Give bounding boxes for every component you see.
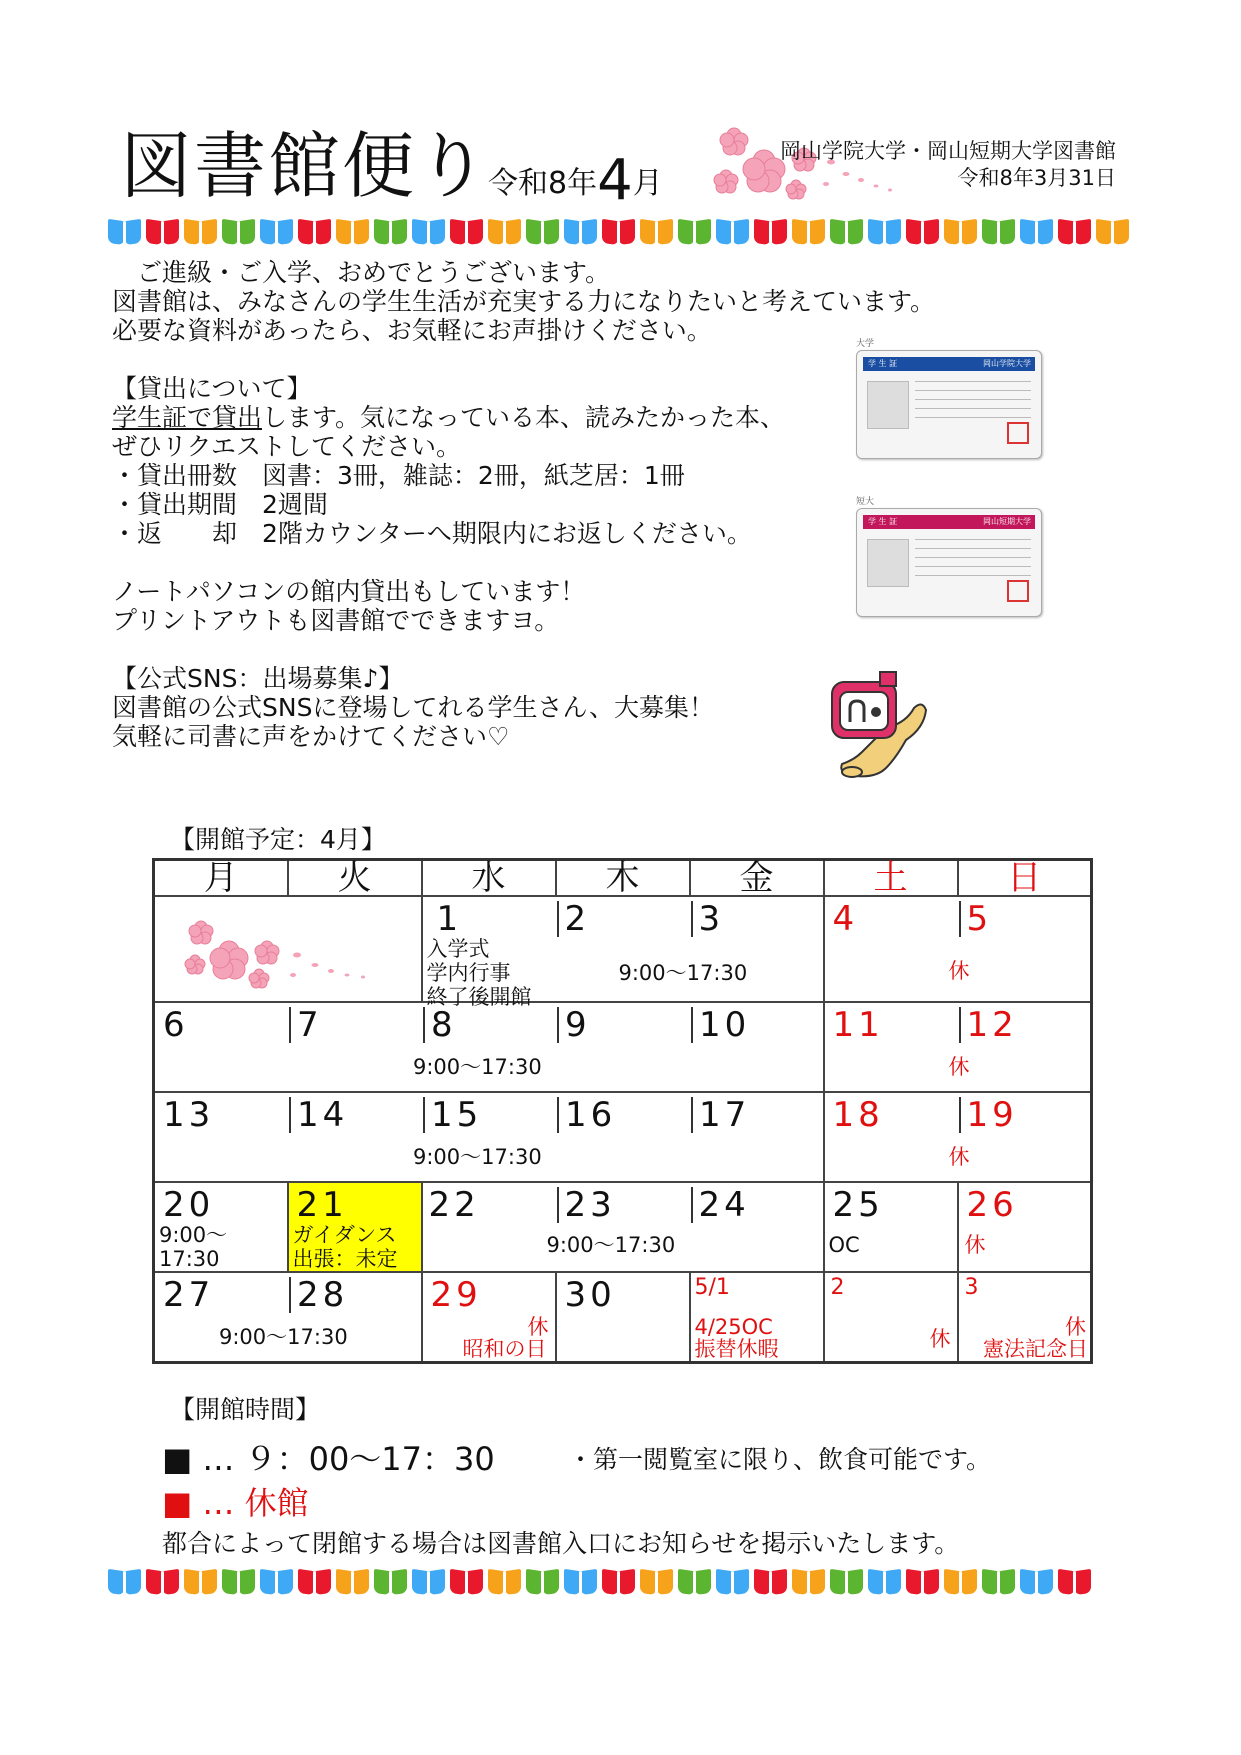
calendar-week1-weekdays	[422, 896, 824, 1009]
student-id-card-junior	[856, 508, 1042, 617]
weekday-wed: 水	[422, 860, 556, 897]
trip-undecided-label: 出張：未定	[292, 1247, 398, 1271]
day-number: 19	[959, 1097, 1018, 1133]
book-icon	[1058, 220, 1091, 246]
card-school: 岡山短期大学	[983, 517, 1031, 526]
book-icon	[678, 220, 711, 246]
day-number: 15	[423, 1097, 482, 1133]
day-number: 1	[436, 899, 463, 939]
book-icon	[1020, 220, 1053, 246]
camera-mascot-icon	[826, 668, 938, 783]
issue-month-number: 4	[597, 148, 633, 213]
weekday-fri: 金	[690, 860, 824, 897]
day-number: 16	[557, 1097, 616, 1133]
calendar-day-29	[422, 1272, 556, 1363]
schedule-heading: 【開館予定：4月】	[170, 825, 386, 854]
day-number: 5	[959, 901, 993, 937]
lending-item: ・貸出期間 2週間	[112, 490, 328, 519]
book-icon	[450, 220, 483, 246]
book-icon	[564, 220, 597, 246]
lending-line: ぜひリクエストしてください。	[112, 432, 462, 461]
laptop-line: ノートパソコンの館内貸出もしています！	[112, 577, 586, 606]
holiday-constitution-day: 憲法記念日	[983, 1337, 1088, 1361]
publish-date: 令和8年3月31日	[957, 166, 1116, 190]
day-number: 6	[163, 1005, 189, 1045]
book-icon	[412, 220, 445, 246]
card-title: 学 生 証	[868, 517, 898, 526]
closed-label: 休	[1065, 1315, 1086, 1339]
book-icon	[374, 1570, 407, 1596]
book-icon	[754, 1570, 787, 1596]
closed-label: 休	[527, 1315, 549, 1339]
publisher-block	[780, 138, 1116, 192]
book-icon	[716, 220, 749, 246]
day-number: 3	[964, 1275, 979, 1300]
day-number: 26	[966, 1185, 1018, 1225]
book-icon	[184, 1570, 217, 1596]
day-number: 27	[163, 1275, 215, 1315]
day-number: 17	[691, 1097, 750, 1133]
weekday-mon: 月	[154, 860, 288, 897]
closed-text: … 休館	[192, 1484, 309, 1522]
calendar-week5-mon-tue	[154, 1272, 422, 1363]
calendar-week3-weekend	[824, 1092, 1092, 1182]
book-icon	[830, 1570, 863, 1596]
book-icon	[830, 220, 863, 246]
issue-prefix: 令和8年	[488, 166, 598, 201]
book-icon	[222, 1570, 255, 1596]
book-icon	[298, 220, 331, 246]
student-id-card-university	[856, 350, 1042, 459]
day-number: 25	[832, 1185, 884, 1225]
book-icon	[260, 1570, 293, 1596]
book-icon	[906, 1570, 939, 1596]
intro-line: 必要な資料があったら、お気軽にお声掛けください。	[112, 316, 712, 345]
card-title: 学 生 証	[868, 359, 898, 368]
lending-line	[112, 403, 935, 432]
book-icon	[982, 220, 1015, 246]
opening-hours: 9:00～17:30	[413, 1145, 542, 1169]
weekday-thu: 木	[556, 860, 690, 897]
book-icon	[374, 220, 407, 246]
day-number: 21	[296, 1185, 348, 1225]
holiday-showa-day: 昭和の日	[462, 1337, 547, 1361]
day-number: 7	[289, 1007, 323, 1043]
closed-label: 休	[948, 1055, 970, 1079]
calendar-week2-weekend	[824, 1002, 1092, 1092]
issue-month	[488, 148, 663, 213]
calendar-day-may3	[958, 1272, 1092, 1363]
book-icon	[488, 220, 521, 246]
book-icon	[108, 1570, 141, 1596]
calendar-day-26	[958, 1182, 1092, 1272]
book-icon	[906, 220, 939, 246]
opening-hours: 9:00～17:30	[413, 1055, 542, 1079]
calendar-day-25	[824, 1182, 958, 1272]
sns-heading: 【公式SNS：出場募集♪】	[112, 664, 404, 693]
book-icon	[754, 220, 787, 246]
opening-hours: 9:00～17:30	[546, 1233, 676, 1257]
book-icon	[868, 220, 901, 246]
day-number: 23	[557, 1187, 616, 1223]
calendar-week4-weekdays	[422, 1182, 824, 1272]
book-icon	[944, 220, 977, 246]
day-number: 4	[832, 899, 859, 939]
book-icon	[602, 1570, 635, 1596]
lending-item: ・返 却 2階カウンターへ期限内にお返しください。	[112, 519, 752, 548]
book-icon	[868, 1570, 901, 1596]
eating-note: ・第一閲覧室に限り、飲食可能です。	[568, 1445, 992, 1474]
sakura-decoration-icon	[179, 911, 399, 991]
book-icon	[716, 1570, 749, 1596]
book-icon	[526, 1570, 559, 1596]
book-icon	[298, 1570, 331, 1596]
oc-date-label: 4/25OC	[694, 1315, 773, 1339]
day-number: 8	[423, 1007, 457, 1043]
issue-suffix: 月	[632, 166, 663, 201]
open-hours-text: … ９：00～17：30	[192, 1440, 495, 1478]
book-icon	[640, 220, 673, 246]
card-photo	[867, 381, 909, 429]
lending-line-rest: します。気になっている本、読みたかった本、	[262, 403, 786, 432]
publisher-name: 岡山学院大学・岡山短期大学図書館	[780, 139, 1116, 163]
book-icon	[146, 1570, 179, 1596]
weekday-sun: 日	[958, 860, 1092, 897]
substitute-holiday-label: 振替休暇	[694, 1337, 779, 1361]
day-number: 12	[959, 1007, 1018, 1043]
sns-line: 図書館の公式SNSに登場してれる学生さん、大募集！	[112, 693, 714, 722]
book-icon	[336, 220, 369, 246]
opening-hours: 9:00～17:30	[618, 961, 748, 985]
day-number: 20	[163, 1185, 215, 1225]
calendar-day-may1	[690, 1272, 824, 1363]
day-number: 2	[830, 1275, 845, 1300]
weekday-tue: 火	[288, 860, 422, 897]
book-icon	[108, 220, 141, 246]
book-icon	[450, 1570, 483, 1596]
card-tag-junior: 短大	[856, 497, 875, 507]
opening-hours-end: 17:30	[159, 1247, 220, 1271]
hours-closed-legend	[162, 1478, 309, 1524]
book-icon	[678, 1570, 711, 1596]
open-marker-icon: ■	[162, 1440, 193, 1478]
card-school: 岡山学院大学	[983, 359, 1031, 368]
card-tag-university: 大学	[856, 339, 875, 349]
hours-heading: 【開館時間】	[170, 1395, 321, 1424]
opening-hours: 9:00～17:30	[219, 1325, 348, 1349]
day-number: 28	[289, 1277, 348, 1313]
day-number: 30	[564, 1275, 616, 1315]
hours-open-legend	[162, 1434, 495, 1480]
day-number: 2	[557, 901, 591, 937]
day-number: 14	[289, 1097, 348, 1133]
book-icon	[526, 220, 559, 246]
card-header	[863, 357, 1035, 371]
book-icon	[260, 220, 293, 246]
book-icon	[564, 1570, 597, 1596]
intro-line: 図書館は、みなさんの学生生活が充実する力になりたいと考えています。	[112, 287, 936, 316]
intro-line: ご進級・ご入学、おめでとうございます。	[112, 258, 611, 287]
book-icon	[602, 220, 635, 246]
card-header	[863, 515, 1035, 529]
opening-calendar	[152, 858, 1093, 1364]
lending-heading: 【貸出について】	[112, 374, 312, 403]
calendar-week1-weekend	[824, 896, 1092, 1002]
book-icon	[184, 220, 217, 246]
day-number: 11	[832, 1005, 884, 1045]
weekday-sat: 土	[824, 860, 958, 897]
day-number: 9	[557, 1007, 591, 1043]
closed-label: 休	[948, 1145, 970, 1169]
book-icon	[792, 1570, 825, 1596]
day-number: 13	[163, 1095, 215, 1135]
book-icon	[944, 1570, 977, 1596]
book-icon	[488, 1570, 521, 1596]
card-seal-icon	[1007, 580, 1029, 602]
calendar-day-30	[556, 1272, 690, 1363]
book-icon	[792, 220, 825, 246]
guidance-label: ガイダンス	[292, 1223, 397, 1247]
closed-marker-icon: ■	[162, 1484, 193, 1522]
event-entrance-ceremony: 入学式	[426, 937, 490, 961]
book-icon	[1020, 1570, 1053, 1596]
day-number: 24	[691, 1187, 750, 1223]
book-border-bottom	[108, 1570, 1091, 1600]
book-icon	[982, 1570, 1015, 1596]
calendar-week2-weekdays	[154, 1002, 824, 1092]
main-text	[112, 258, 935, 751]
book-icon	[412, 1570, 445, 1596]
day-number: 22	[428, 1185, 480, 1225]
opening-hours-start: 9:00～	[159, 1223, 228, 1247]
event-school-event: 学内行事	[426, 961, 511, 985]
calendar-day-may2	[824, 1272, 958, 1363]
book-icon	[1058, 1570, 1091, 1596]
closed-label: 休	[964, 1233, 986, 1257]
event-open-after: 終了後開館	[426, 985, 532, 1009]
closed-label: 休	[929, 1327, 951, 1351]
book-icon	[146, 220, 179, 246]
book-icon	[336, 1570, 369, 1596]
book-border-top	[108, 220, 1129, 250]
newsletter-title: 図書館便り	[120, 124, 491, 208]
card-photo	[867, 539, 909, 587]
day-number: 10	[691, 1007, 750, 1043]
lending-item: ・貸出冊数 図書：3冊，雑誌：2冊，紙芝居：1冊	[112, 461, 685, 490]
book-icon	[640, 1570, 673, 1596]
closure-notice: 都合によって閉館する場合は図書館入口にお知らせを掲示いたします。	[162, 1529, 960, 1558]
calendar-day-20	[154, 1182, 288, 1272]
student-id-underlined: 学生証で貸出	[112, 403, 263, 432]
laptop-line: プリントアウトも図書館でできますヨ。	[112, 606, 560, 635]
day-number: 18	[832, 1095, 884, 1135]
closed-label: 休	[948, 959, 970, 983]
calendar-day-21	[288, 1182, 422, 1272]
calendar-week3-weekdays	[154, 1092, 824, 1182]
calendar-cell-blank	[154, 896, 422, 1002]
sns-line: 気軽に司書に声をかけてください♡	[112, 722, 510, 751]
day-number: 3	[691, 901, 725, 937]
book-icon	[222, 220, 255, 246]
day-number: 5/1	[694, 1275, 730, 1300]
day-number: 29	[430, 1275, 482, 1315]
card-seal-icon	[1007, 422, 1029, 444]
open-campus-label: OC	[828, 1233, 860, 1257]
book-icon	[1096, 220, 1129, 246]
